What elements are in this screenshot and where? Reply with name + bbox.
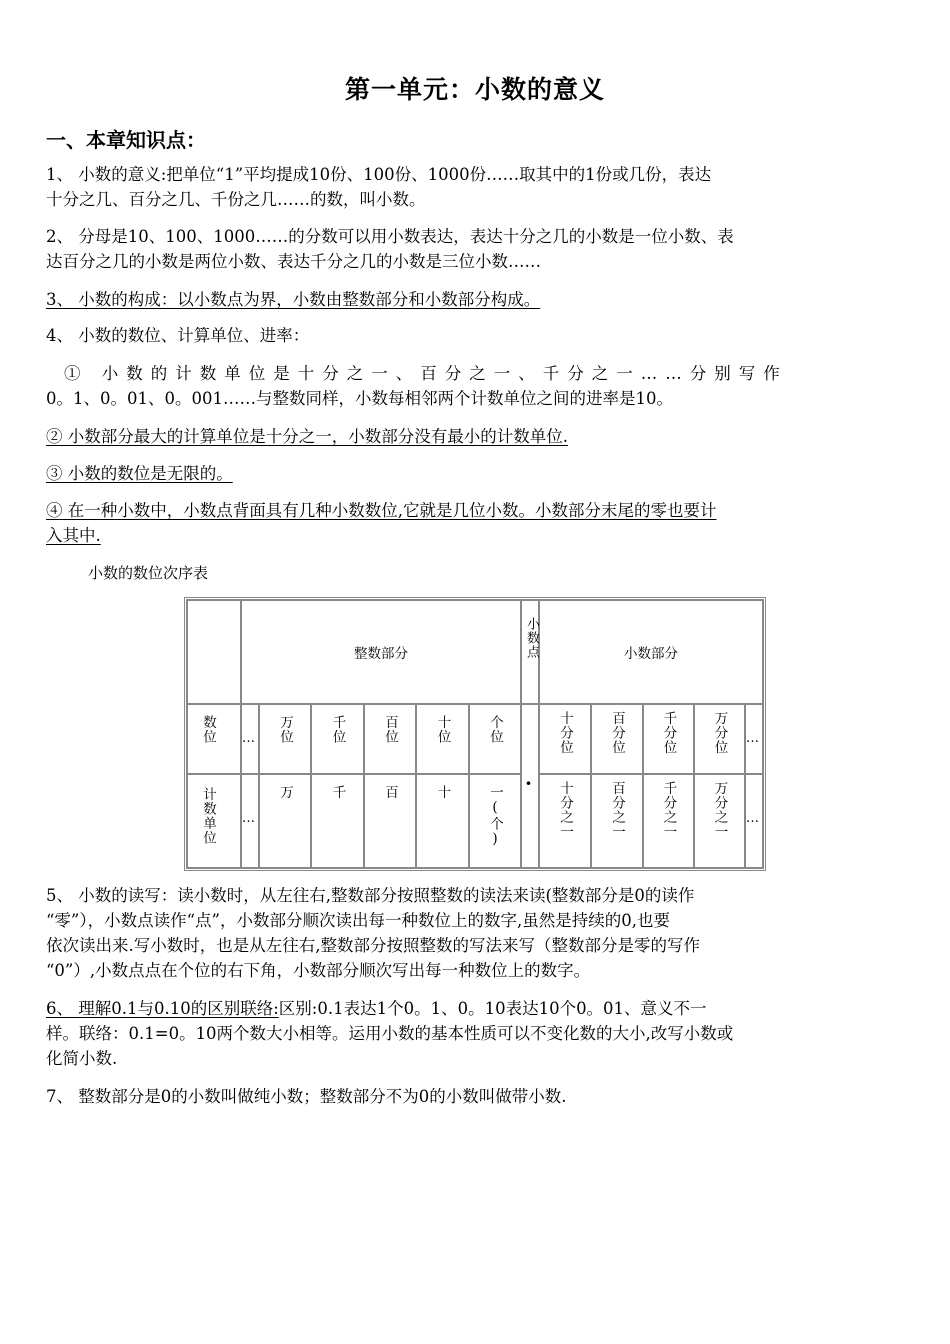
paragraph-6-lead: 6、 理解0.1与0.10的区别联络: [46, 999, 279, 1018]
unit-cell [311, 774, 364, 868]
paragraph-4a-line-2: 0。1、0。01、0。001……与整数同样，小数每相邻两个计数单位之间的进率是10。 [46, 389, 673, 408]
unit-cell-text: 一(个) [487, 785, 503, 848]
paragraph-5-line-1: 5、 小数的读写：读小数时，从左往右,整数部分按照整数的读法来读(整数部分是0的读作 [46, 886, 695, 905]
unit-cell [364, 774, 416, 868]
place-cell [311, 704, 364, 774]
paragraph-6 [46, 996, 904, 1071]
ellipsis-text: … [746, 731, 758, 746]
place-cell-text: 万分位 [711, 711, 728, 755]
paragraph-4b [46, 424, 904, 449]
unit-cell-text: 千分之一 [660, 781, 677, 839]
unit-cell [416, 774, 469, 868]
ellipsis-text: … [242, 731, 254, 746]
decimal-point-column [521, 704, 539, 868]
paragraph-5-line-4: “0”）,小数点点在个位的右下角，小数部分顺次写出每一种数位上的数字。 [46, 961, 591, 980]
unit-cell-text: 千 [329, 785, 346, 800]
place-cell [539, 704, 591, 774]
paragraph-4d-line-1: ④ 在一种小数中，小数点背面具有几种小数数位,它就是几位小数。小数部分末尾的零也要计 [46, 501, 717, 520]
place-cell [469, 704, 521, 774]
paragraph-2-line-2: 达百分之几的小数是两位小数、表达千分之几的小数是三位小数…… [46, 252, 541, 271]
ellipsis-cell-left-units [241, 774, 259, 868]
unit-cell-text: 万分之一 [711, 781, 728, 839]
place-cell-text: 千位 [329, 715, 346, 744]
place-cell [364, 704, 416, 774]
paragraph-4a-line-1: ① 小数的计数单位是十分之一、百分之一、千分之一……分别写作 [64, 364, 788, 383]
ellipsis-text: … [746, 811, 758, 826]
unit-cell [694, 774, 745, 868]
row-label-places [187, 704, 241, 774]
place-value-table [184, 597, 766, 871]
unit-cell-text: 百 [382, 785, 398, 800]
table-corner-cell [187, 600, 241, 704]
paragraph-5-line-3: 依次读出来.写小数时，也是从左往右,整数部分按照整数的写法来写（整数部分是零的写作 [46, 936, 700, 955]
place-cell-text: 个位 [487, 715, 503, 744]
integer-part-header: 整数部分 [241, 600, 521, 704]
place-cell-text: 千分位 [660, 711, 677, 755]
row-label-units [187, 774, 241, 868]
place-cell [694, 704, 745, 774]
unit-cell-text: 百分之一 [609, 781, 625, 839]
table-caption: 小数的数位次序表 [88, 564, 209, 582]
decimal-point-symbol: · [525, 771, 532, 795]
section-heading: 一、本章知识点： [46, 128, 206, 152]
paragraph-4d [46, 498, 904, 548]
paragraph-6-line-1-rest: 区别:0.1表达1个0。1、0。10表达10个0。01、意义不一 [278, 999, 707, 1018]
paragraph-5 [46, 883, 904, 983]
ellipsis-cell-right-places [745, 704, 763, 774]
place-cell-text: 万位 [277, 715, 293, 744]
paragraph-3 [46, 287, 904, 312]
place-cell-text: 十位 [434, 715, 451, 744]
paragraph-1-line-2: 十分之几、百分之几、千份之几……的数，叫小数。 [46, 190, 426, 209]
paragraph-1-line-1: 1、 小数的意义:把单位“1”平均提成10份、100份、1000份……取其中的1份或几份，表达 [46, 165, 712, 184]
place-cell-text: 百分位 [609, 711, 625, 755]
unit-cell [643, 774, 694, 868]
unit-cell [469, 774, 521, 868]
paragraph-1 [46, 162, 904, 212]
unit-cell-text: 万 [277, 785, 293, 800]
unit-cell-text: 十 [434, 785, 451, 800]
paragraph-4a [46, 361, 904, 411]
paragraph-4c [46, 461, 904, 486]
paragraph-6-line-2: 样。联络：0.1=0。10两个数大小相等。运用小数的基本性质可以不变化数的大小,改写小数或 [46, 1024, 734, 1043]
place-cell [259, 704, 311, 774]
paragraph-5-line-2: “零”），小数点读作“点”，小数部分顺次读出每一种数位上的数字,虽然是持续的0,也要 [46, 911, 670, 930]
ellipsis-cell-left-places [241, 704, 259, 774]
unit-cell [591, 774, 643, 868]
page-title: 第一单元：小数的意义 [344, 75, 605, 104]
ellipsis-text: … [242, 811, 254, 826]
decimal-part-header: 小数部分 [539, 600, 763, 704]
unit-cell [259, 774, 311, 868]
paragraph-4d-line-2: 入其中. [46, 526, 101, 545]
place-cell-text: 百位 [382, 715, 398, 744]
paragraph-7: 7、 整数部分是0的小数叫做纯小数；整数部分不为0的小数叫做带小数. [46, 1087, 567, 1106]
row-label-units-text: 计数单位 [200, 787, 216, 845]
place-cell [643, 704, 694, 774]
place-cell-text: 十分位 [557, 711, 573, 755]
place-cell [591, 704, 643, 774]
paragraph-4c-text: ③ 小数的数位是无限的。 [46, 464, 233, 483]
decimal-point-header [521, 600, 539, 704]
place-cell [416, 704, 469, 774]
paragraph-6-line-3: 化简小数. [46, 1049, 118, 1068]
paragraph-3-text: 3、 小数的构成：以小数点为界，小数由整数部分和小数部分构成。 [46, 290, 541, 309]
unit-cell [539, 774, 591, 868]
paragraph-4: 4、 小数的数位、计算单位、进率： [46, 326, 310, 345]
paragraph-2 [46, 224, 904, 274]
paragraph-4b-text: ② 小数部分最大的计算单位是十分之一，小数部分没有最小的计数单位. [46, 427, 568, 446]
decimal-point-header-text: 小数点 [524, 617, 539, 659]
row-label-places-text: 数位 [200, 715, 216, 744]
paragraph-2-line-1: 2、 分母是10、100、1000……的分数可以用小数表达，表达十分之几的小数是一位小数、表 [46, 227, 734, 246]
ellipsis-cell-right-units [745, 774, 763, 868]
unit-cell-text: 十分之一 [557, 781, 573, 839]
